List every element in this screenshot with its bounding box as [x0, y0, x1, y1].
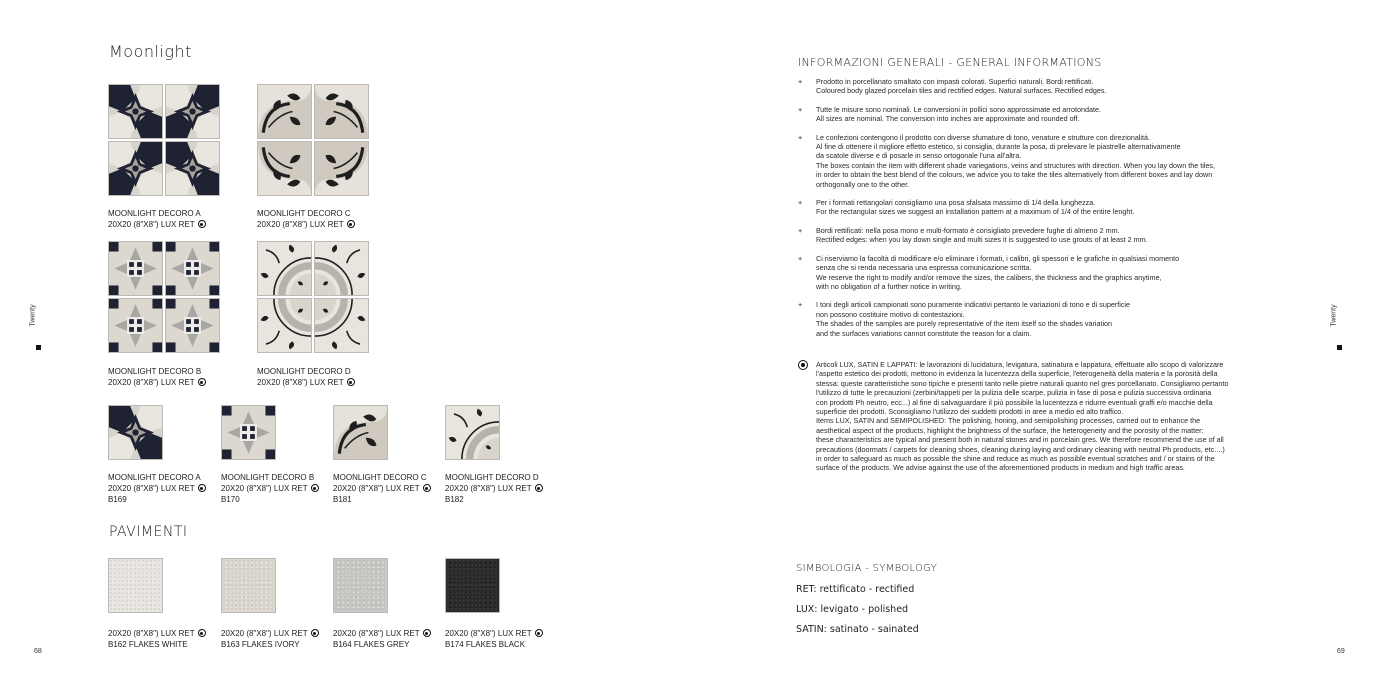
- tile-composition-decoro-a: [108, 84, 220, 196]
- page-number-right: 69: [1337, 648, 1345, 655]
- lux-line: in order to safeguard as much as possible the shine and reduce as much as possible eventual scratches and / or stains of the: [816, 454, 1215, 464]
- symbology-lux: LUX: levigato - polished: [796, 604, 909, 615]
- lux-symbol-icon: [798, 360, 808, 370]
- info-line: Rectified edges: when you lay down single and multi sizes it is suggested to use grouts of at least 2 mm.: [816, 235, 1148, 245]
- lux-symbol-icon: [535, 484, 543, 492]
- lux-line: l'utilizzo di tutte le precauzioni (zerbini/tappeti per la pulizia delle scarpe, pulizia in fase di posa e pulizia successiva ordinaria: [816, 388, 1212, 398]
- caption-decoro-b-composition: MOONLIGHT DECORO B 20X20 (8"X8") LUX RET: [108, 366, 206, 388]
- info-line: in order to obtain the best blend of the colours, we advice you to take the tiles alternatively from different boxes and lay down: [816, 170, 1213, 180]
- info-line: Coloured body glazed porcelain tiles and rectified edges. Natural surfaces. Rectified edges.: [816, 86, 1107, 96]
- info-line: and the surfaces variations cannot constitute the reason for a claim.: [816, 328, 1032, 338]
- lux-symbol-icon: [198, 220, 206, 228]
- info-item: [798, 77, 1298, 96]
- info-item: [798, 105, 1298, 124]
- info-line: Al fine di ottenere il migliore effetto estetico, si consiglia, durante la posa, di prelevare le piastrelle alternativamente: [816, 142, 1181, 152]
- lux-line: these characteristics are typical and present both in natural stones and in porcelain gres. We therefore recommend the use of all: [816, 435, 1224, 445]
- collection-title: Moonlight: [109, 42, 192, 61]
- lux-line: Items LUX, SATIN and SEMIPOLISHED: The polishing, honing, and semipolishing processes, carried out to enhance the: [816, 416, 1201, 426]
- info-item: [798, 254, 1298, 292]
- info-line: For the rectangular sizes we suggest an installation pattern at a maximum of 1/4 of the entire lenght.: [816, 207, 1135, 217]
- info-line: All sizes are nominal. The conversion into inches are approximate and rounded off.: [816, 114, 1080, 124]
- info-line: We reserve the right to modify and/or remove the sizes, the calibers, the thickness and the graphics anytime,: [816, 272, 1162, 282]
- tile-flakes-black: [445, 558, 500, 613]
- tile-composition-decoro-c: [257, 84, 369, 196]
- side-label-right: Twenty: [1330, 304, 1338, 327]
- lux-symbol-icon: [535, 629, 543, 637]
- info-line: da scatole diverse e di posarle in senso ortogonale l'una all'altra.: [816, 151, 1022, 161]
- caption-decoro-c-single: MOONLIGHT DECORO C 20X20 (8"X8") LUX RET B181: [333, 472, 431, 505]
- caption-decoro-a-composition: MOONLIGHT DECORO A 20X20 (8"X8") LUX RET: [108, 208, 206, 230]
- side-label-left: Twenty: [29, 304, 37, 327]
- symbology-title: SIMBOLOGIA - SYMBOLOGY: [796, 563, 938, 574]
- lux-satin-notice: [798, 360, 1298, 473]
- tile-flakes-white: [108, 558, 163, 613]
- lux-line: precautions (doormats / carpets for cleaning shoes, cleaning during laying and ordinary cleaning with neutral Ph products, etc....): [816, 444, 1225, 454]
- tile-decoro-b-single: [221, 405, 276, 460]
- info-line: Bordi rettificati: nella posa mono e multi-formato è consigliato prevedere fughe di almeno 2 mm.: [816, 225, 1120, 235]
- info-item: [798, 226, 1298, 245]
- lux-symbol-icon: [423, 484, 431, 492]
- info-line: Per i formati rettangolari consigliamo una posa sfalsata massimo di 1/4 della lunghezza.: [816, 198, 1096, 208]
- plus-bullet-icon: +: [798, 225, 803, 235]
- caption-decoro-b-single: MOONLIGHT DECORO B 20X20 (8"X8") LUX RET B170: [221, 472, 319, 505]
- tile-decoro-c-single: [333, 405, 388, 460]
- symbology-ret: RET: rettificato - rectified: [796, 584, 915, 595]
- plus-bullet-icon: +: [798, 198, 803, 208]
- info-item: [798, 198, 1298, 217]
- info-line: orthogonally one to the other.: [816, 179, 910, 189]
- info-item: [798, 133, 1298, 189]
- lux-symbol-icon: [347, 220, 355, 228]
- tile-composition-decoro-b: [108, 241, 220, 353]
- info-line: The shades of the samples are purely representative of the item itself so the shades variation: [816, 319, 1113, 329]
- info-list: [798, 77, 1298, 347]
- lux-line: aesthetical aspect of the products, highlight the brightness of the surface, the heterogeneity and the porosity of the matter:: [816, 425, 1204, 435]
- page-number-left: 68: [34, 648, 42, 655]
- info-line: Ci riserviamo la facoltà di modificare e/o eliminare i formati, i calibri, gli spessori e le grafiche in qualsiasi momento: [816, 253, 1180, 263]
- caption-decoro-d-single: MOONLIGHT DECORO D 20X20 (8"X8") LUX RET B182: [445, 472, 543, 505]
- side-square-marker-right: [1337, 345, 1342, 350]
- lux-line: superficie dei prodotti. Sconsigliamo l'utilizzo dei suddetti prodotti in aree a medio ed alto traffico.: [816, 407, 1124, 417]
- lux-symbol-icon: [423, 629, 431, 637]
- plus-bullet-icon: +: [798, 104, 803, 114]
- tile-flakes-ivory: [221, 558, 276, 613]
- caption-flakes-white: 20X20 (8"X8") LUX RET B162 FLAKES WHITE: [108, 628, 206, 650]
- lux-symbol-icon: [311, 484, 319, 492]
- lux-line: stessa: queste caratteristiche sono tipiche e presenti tanto nelle pietre naturali quanto nel gres porcellanato. Consigliamo pertanto: [816, 378, 1229, 388]
- tile-composition-decoro-d: [257, 241, 369, 353]
- lux-line: l'aspetto estetico dei prodotti, mettono in evidenza la lucentezza della superficie, l'eterogeneità della materia e la porosità della: [816, 369, 1218, 379]
- info-line: Prodotto in porcellanato smaltato con impasti colorati. Superfici naturali. Bordi rettificati.: [816, 77, 1094, 86]
- lux-line: con prodotti Ph neutro, ecc...) al fine di salvaguardare il più possibile la lucentezza e ridurre eventuali graffi e/o macchie della: [816, 397, 1213, 407]
- lux-line: Articoli LUX, SATIN E LAPPATI: le lavorazioni di lucidatura, levigatura, satinatura e lappatura, effettuate allo scopo di valorizzare: [816, 360, 1224, 369]
- lux-symbol-icon: [347, 378, 355, 386]
- caption-flakes-black: 20X20 (8"X8") LUX RET B174 FLAKES BLACK: [445, 628, 543, 650]
- caption-decoro-d-composition: MOONLIGHT DECORO D 20X20 (8"X8") LUX RET: [257, 366, 355, 388]
- lux-symbol-icon: [198, 484, 206, 492]
- info-line: I toni degli articoli campionati sono puramente indicativi pertanto le variazioni di tono e di superficie: [816, 300, 1131, 310]
- plus-bullet-icon: +: [798, 300, 803, 310]
- plus-bullet-icon: +: [798, 253, 803, 263]
- plus-bullet-icon: +: [798, 77, 803, 86]
- info-line: non possono costituire motivo di contestazioni.: [816, 309, 965, 319]
- plus-bullet-icon: +: [798, 132, 803, 142]
- info-item: [798, 300, 1298, 338]
- caption-flakes-grey: 20X20 (8"X8") LUX RET B164 FLAKES GREY: [333, 628, 431, 650]
- info-line: Tutte le misure sono nominali. Le conversioni in pollici sono approssimate ed arrotondate.: [816, 104, 1101, 114]
- tile-flakes-grey: [333, 558, 388, 613]
- info-line: with no obligation of a further notice in writing.: [816, 281, 962, 291]
- lux-symbol-icon: [198, 629, 206, 637]
- info-line: The boxes contain the item with different shade variegations, veins and structures with direction. When you lay down the tiles,: [816, 160, 1215, 170]
- caption-flakes-ivory: 20X20 (8"X8") LUX RET B163 FLAKES IVORY: [221, 628, 319, 650]
- info-title: INFORMAZIONI GENERALI - GENERAL INFORMATIONS: [798, 56, 1102, 69]
- symbology-satin: SATIN: satinato - sainated: [796, 624, 919, 635]
- lux-symbol-icon: [198, 378, 206, 386]
- caption-decoro-a-single: MOONLIGHT DECORO A 20X20 (8"X8") LUX RET B169: [108, 472, 206, 505]
- info-line: Le confezioni contengono il prodotto con diverse sfumature di tono, venature e strutture con direzionalità.: [816, 132, 1151, 142]
- info-line: senza che si renda necessaria una espressa comunicazione scritta.: [816, 263, 1032, 273]
- tile-decoro-d-single: [445, 405, 500, 460]
- pavimenti-title: PAVIMENTI: [109, 524, 188, 540]
- tile-decoro-a-single: [108, 405, 163, 460]
- lux-line: surface of the products. We advise against the use of the aforementioned products in medium and high traffic areas.: [816, 463, 1185, 473]
- side-square-marker-left: [36, 345, 41, 350]
- lux-symbol-icon: [311, 629, 319, 637]
- caption-decoro-c-composition: MOONLIGHT DECORO C 20X20 (8"X8") LUX RET: [257, 208, 355, 230]
